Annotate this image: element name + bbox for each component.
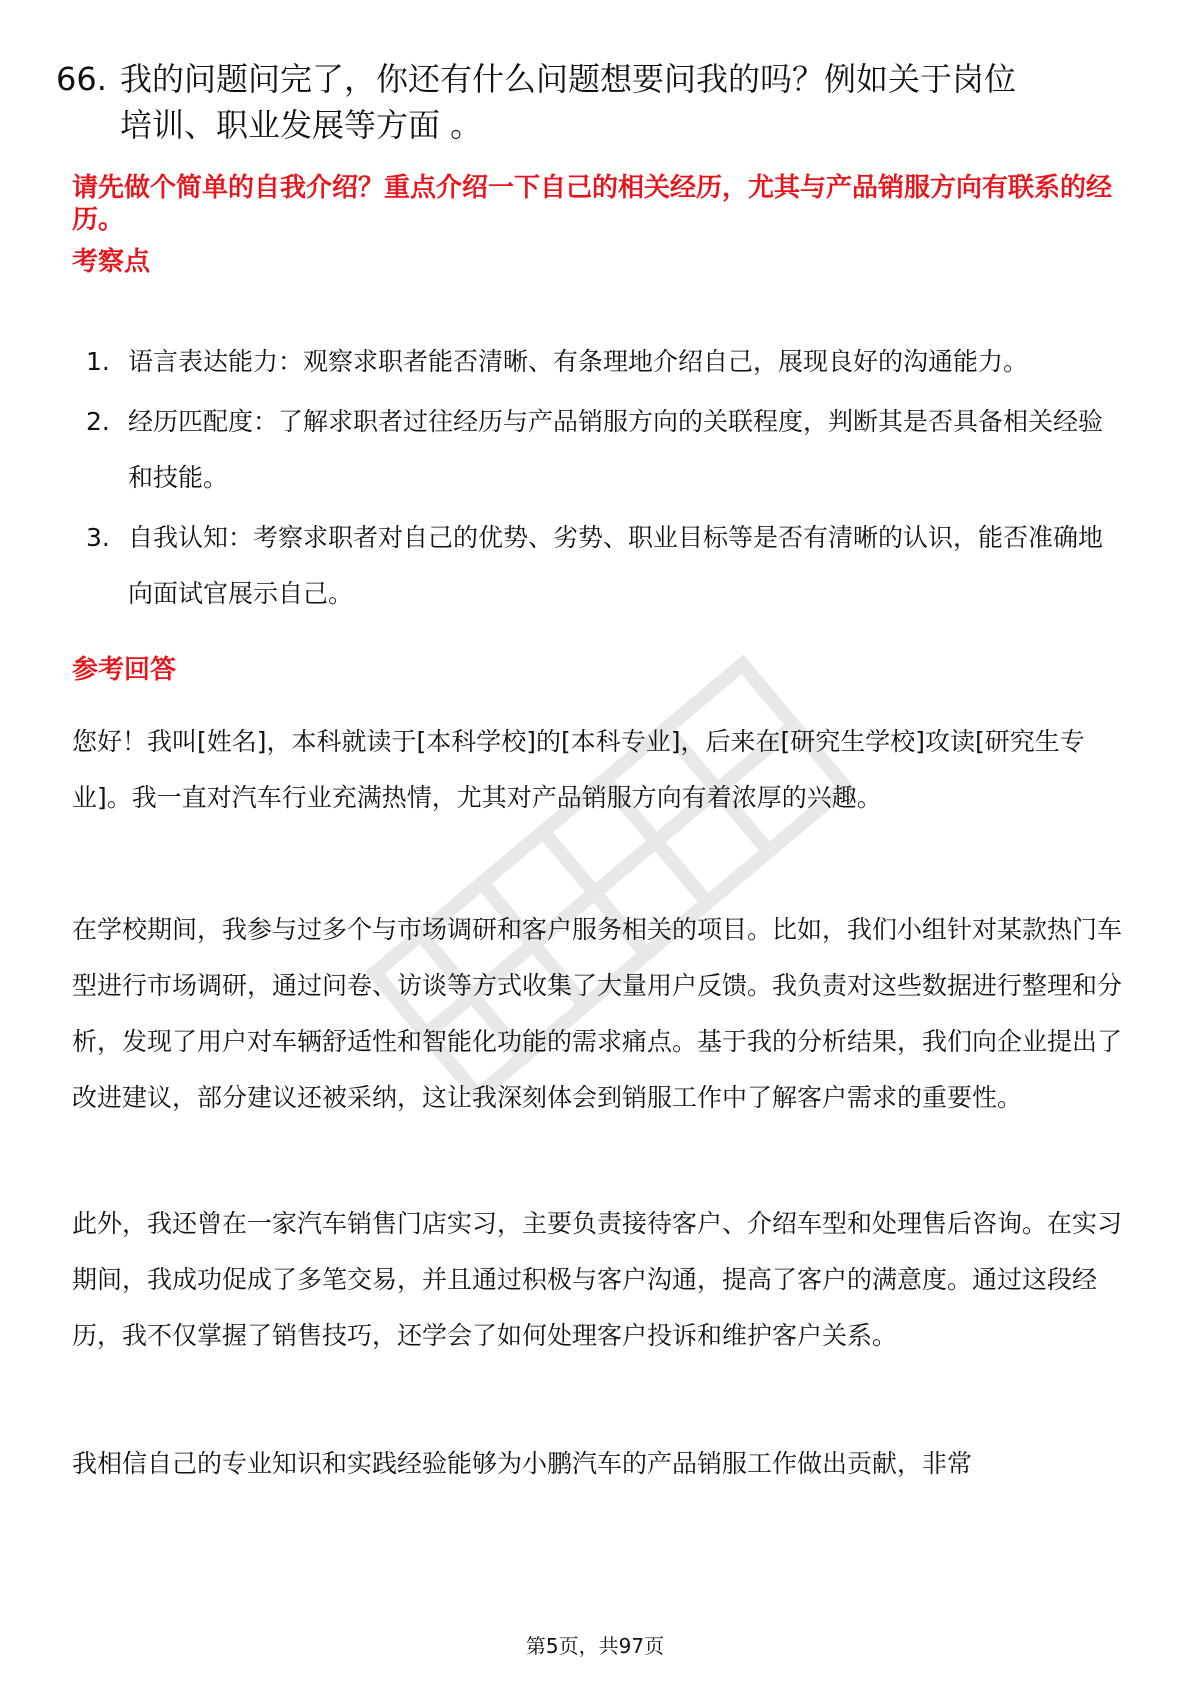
assessment-item-text: 语言表达能力：观察求职者能否清晰、有条理地介绍自己，展现良好的沟通能力。 xyxy=(128,347,1029,376)
assessment-item xyxy=(72,334,1122,390)
assessment-heading: 考察点 xyxy=(72,247,151,277)
answer-paragraph: 您好！我叫[姓名]，本科就读于[本科学校]的[本科专业]，后来在[研究生学校]攻读[研究生专业]。我一直对汽车行业充满热情，尤其对产品销服方向有着浓厚的兴趣。 xyxy=(72,727,1085,812)
assessment-item-index: 1. xyxy=(86,347,110,376)
assessment-item-text: 经历匹配度：了解求职者过往经历与产品销服方向的关联程度，判断其是否具备相关经验和技能。 xyxy=(128,407,1104,492)
assessment-item-text: 自我认知：考察求职者对自己的优势、劣势、职业目标等是否有清晰的认识，能否准确地向面试官展示自己。 xyxy=(128,523,1104,608)
assessment-item xyxy=(72,510,1122,622)
assessment-item-index: 3. xyxy=(86,523,110,552)
answer-paragraph: 我相信自己的专业知识和实践经验能够为小鹏汽车的产品销服工作做出贡献，非常 xyxy=(72,1449,973,1478)
question-title xyxy=(56,56,1116,148)
answer-paragraph: 在学校期间，我参与过多个与市场调研和客户服务相关的项目。比如，我们小组针对某款热门车型进行市场调研，通过问卷、访谈等方式收集了大量用户反馈。我负责对这些数据进行整理和分析，发现了用户对车辆舒适性和智能化功能的需求痛点。基于我的分析结果，我们向企业提出了改进建议，部分建议还被采纳，这让我深刻体会到销服工作中了解客户需求的重要性。 xyxy=(72,915,1123,1112)
assessment-item xyxy=(72,394,1122,506)
assessment-item-index: 2. xyxy=(86,407,110,436)
question-line-1: 我的问题问完了，你还有什么问题想要问我的吗？例如关于岗位 xyxy=(120,60,1017,98)
sub-question: 请先做个简单的自我介绍？重点介绍一下自己的相关经历，尤其与产品销服方向有联系的经历。 xyxy=(72,173,1113,235)
page-footer: 第5页，共97页 xyxy=(525,1634,665,1658)
question-number: 66. xyxy=(56,60,107,98)
assessment-list xyxy=(72,334,1122,626)
question-line-2: 培训、职业发展等方面 。 xyxy=(120,106,483,144)
reference-heading: 参考回答 xyxy=(72,655,177,685)
answer-paragraph: 此外，我还曾在一家汽车销售门店实习，主要负责接待客户、介绍车型和处理售后咨询。在实习期间，我成功促成了多笔交易，并且通过积极与客户沟通，提高了客户的满意度。通过这段经历，我不仅掌握了销售技巧，还学会了如何处理客户投诉和维护客户关系。 xyxy=(72,1209,1123,1350)
